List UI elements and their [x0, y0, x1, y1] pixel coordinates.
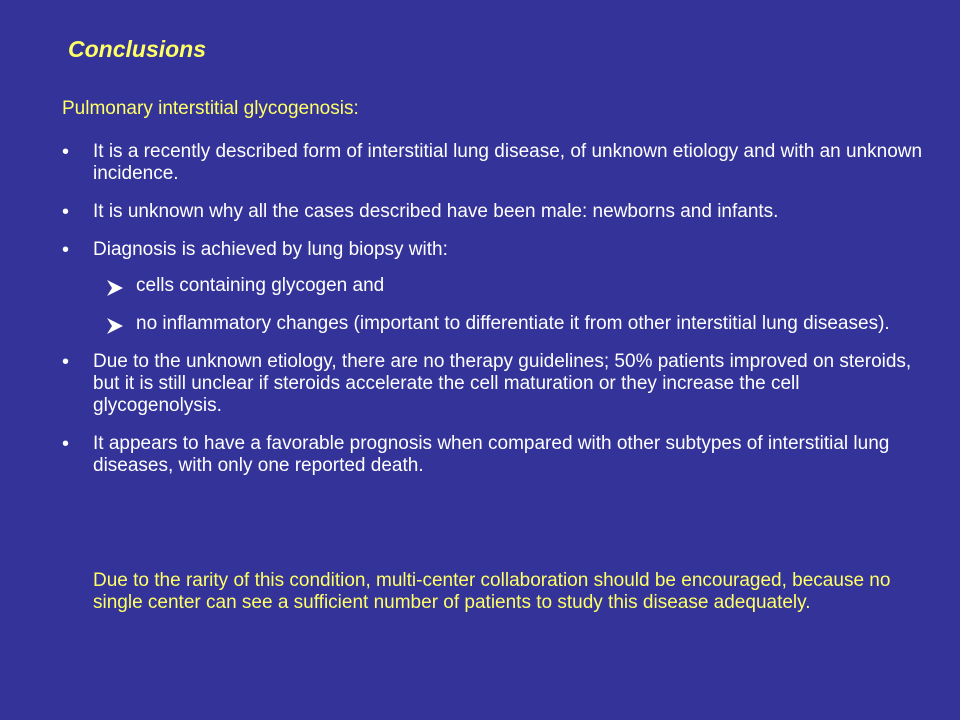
sub-bullet-text: cells containing glycogen and: [136, 275, 385, 296]
slide-title: Conclusions: [68, 36, 207, 62]
bullet-text: Diagnosis is achieved by lung biopsy with:: [93, 239, 448, 260]
bullet-dot-icon: •: [62, 201, 70, 223]
bullet-dot-icon: •: [62, 141, 70, 163]
sub-bullet-item: [93, 313, 932, 335]
slide-subtitle: Pulmonary interstitial glycogenosis:: [62, 98, 359, 119]
bullet-dot-icon: •: [62, 433, 70, 455]
arrow-right-icon: [105, 316, 125, 336]
sub-bullet-item: [93, 275, 932, 297]
conclusions-list: [62, 141, 932, 493]
bullet-item: [62, 201, 932, 223]
bullet-text: It is unknown why all the cases described have been male: newborns and infants.: [93, 201, 779, 222]
diagnosis-sublist: [93, 275, 932, 335]
bullet-item: [62, 433, 932, 477]
bullet-text: It appears to have a favorable prognosis when compared with other subtypes of interstitial lung diseases, with only one reported death.: [93, 433, 890, 476]
bullet-item: [62, 141, 932, 185]
bullet-text: Due to the unknown etiology, there are no therapy guidelines; 50% patients improved on steroids, but it is still unclear if steroids accelerate the cell maturation or they increase the cell glycogenolysis.: [93, 351, 912, 416]
bullet-item: [62, 239, 932, 335]
conclusion-note: Due to the rarity of this condition, multi-center collaboration should be encouraged, because no single center can see a sufficient number of patients to study this disease adequately.: [93, 570, 891, 613]
sub-bullet-text: no inflammatory changes (important to differentiate it from other interstitial lung diseases).: [136, 313, 890, 334]
bullet-text: It is a recently described form of interstitial lung disease, of unknown etiology and with an unknown incidence.: [93, 141, 923, 184]
arrow-right-icon: [105, 278, 125, 298]
bullet-dot-icon: •: [62, 351, 70, 373]
bullet-item: [62, 351, 932, 417]
bullet-dot-icon: •: [62, 239, 70, 261]
